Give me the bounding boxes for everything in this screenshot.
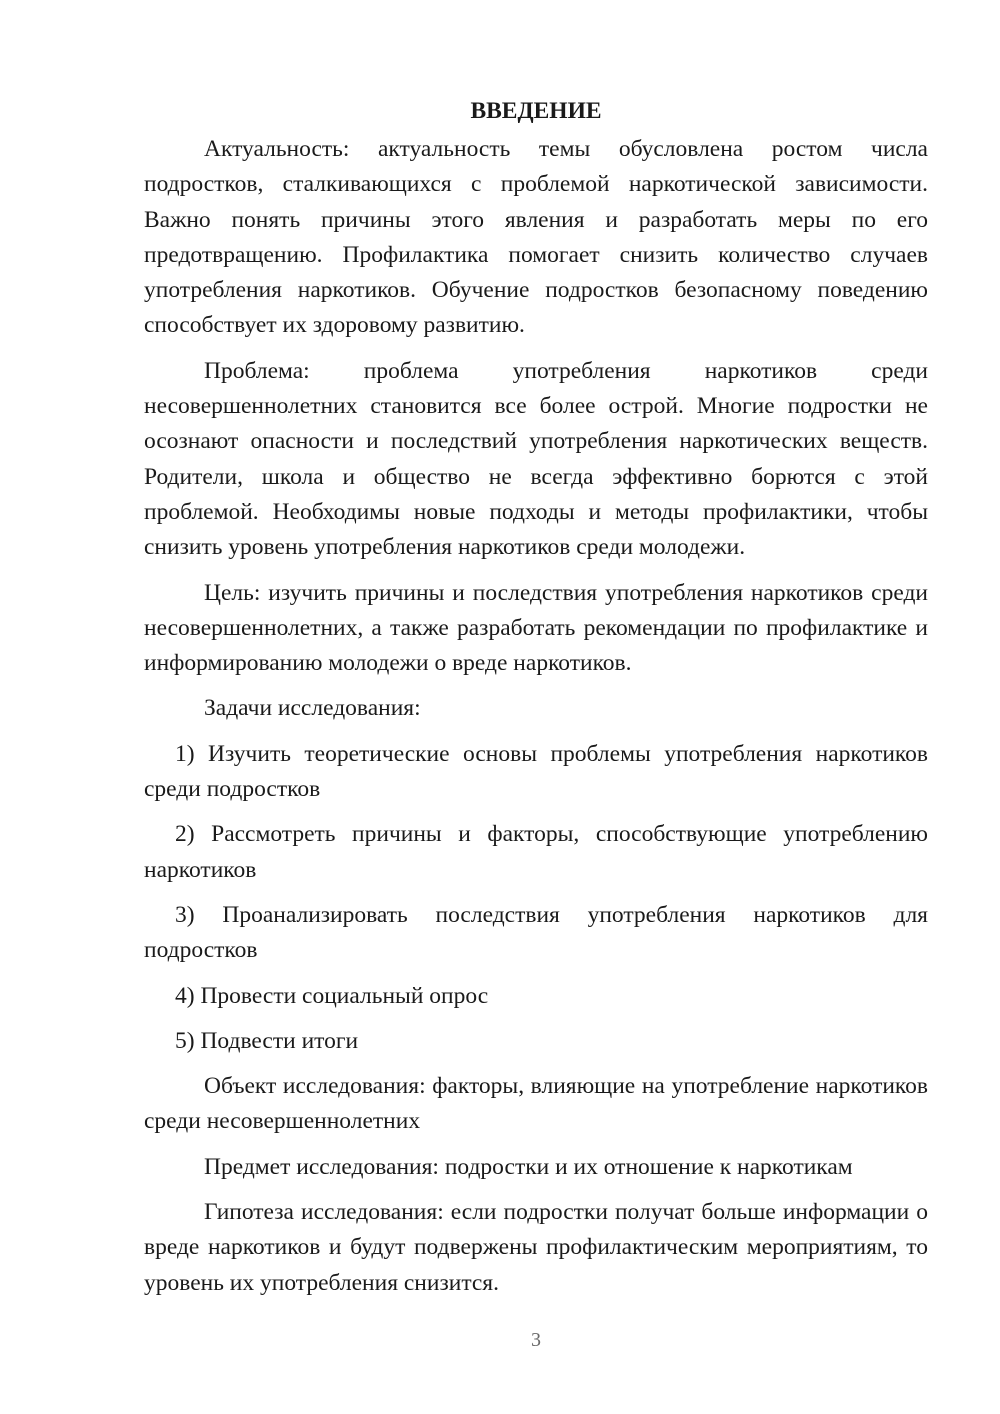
relevance-paragraph: Актуальность: актуальность темы обусловлена ростом числа подростков, сталкивающихся с проблемой наркотической зависимости. Важно понять причины этого явления и разработать меры по его предотвращению. Профилактика помогает снизить количество случаев употребления наркотиков. Обучение подростков безопасному поведению способствует их здоровому развитию.	[144, 136, 928, 339]
section-heading: ВВЕДЕНИЕ	[470, 98, 602, 124]
task-item-1: 1) Изучить теоретические основы проблемы употребления наркотиков среди подростков	[144, 740, 928, 803]
task-item-3: 3) Проанализировать последствия употребления наркотиков для подростков	[144, 901, 928, 964]
page-number: 3	[531, 1329, 541, 1351]
document-page	[144, 96, 928, 1311]
subject-paragraph: Предмет исследования: подростки и их отношение к наркотикам	[204, 1153, 853, 1180]
problem-paragraph: Проблема: проблема употребления наркотиков среди несовершеннолетних становится все более острой. Многие подростки не осознают опасности и последствий употребления наркотических веществ. Родители, школа и общество не всегда эффективно борются с этой проблемой. Необходимы новые подходы и методы профилактики, чтобы снизить уровень употребления наркотиков среди молодежи.	[144, 357, 928, 561]
task-item-5: 5) Подвести итоги	[175, 1027, 359, 1054]
object-paragraph: Объект исследования: факторы, влияющие на употребление наркотиков среди несовершеннолетних	[144, 1073, 928, 1135]
task-item-2: 2) Рассмотреть причины и факторы, способствующие употреблению наркотиков	[144, 821, 928, 883]
goal-paragraph: Цель: изучить причины и последствия употребления наркотиков среди несовершеннолетних, а также разработать рекомендации по профилактике и информированию молодежи о вреде наркотиков.	[144, 579, 928, 677]
hypothesis-paragraph: Гипотеза исследования: если подростки получат больше информации о вреде наркотиков и будут подвержены профилактическим мероприятиям, то уровень их употребления снизится.	[144, 1199, 928, 1296]
task-item-4: 4) Провести социальный опрос	[175, 982, 489, 1009]
tasks-heading: Задачи исследования:	[204, 695, 421, 722]
